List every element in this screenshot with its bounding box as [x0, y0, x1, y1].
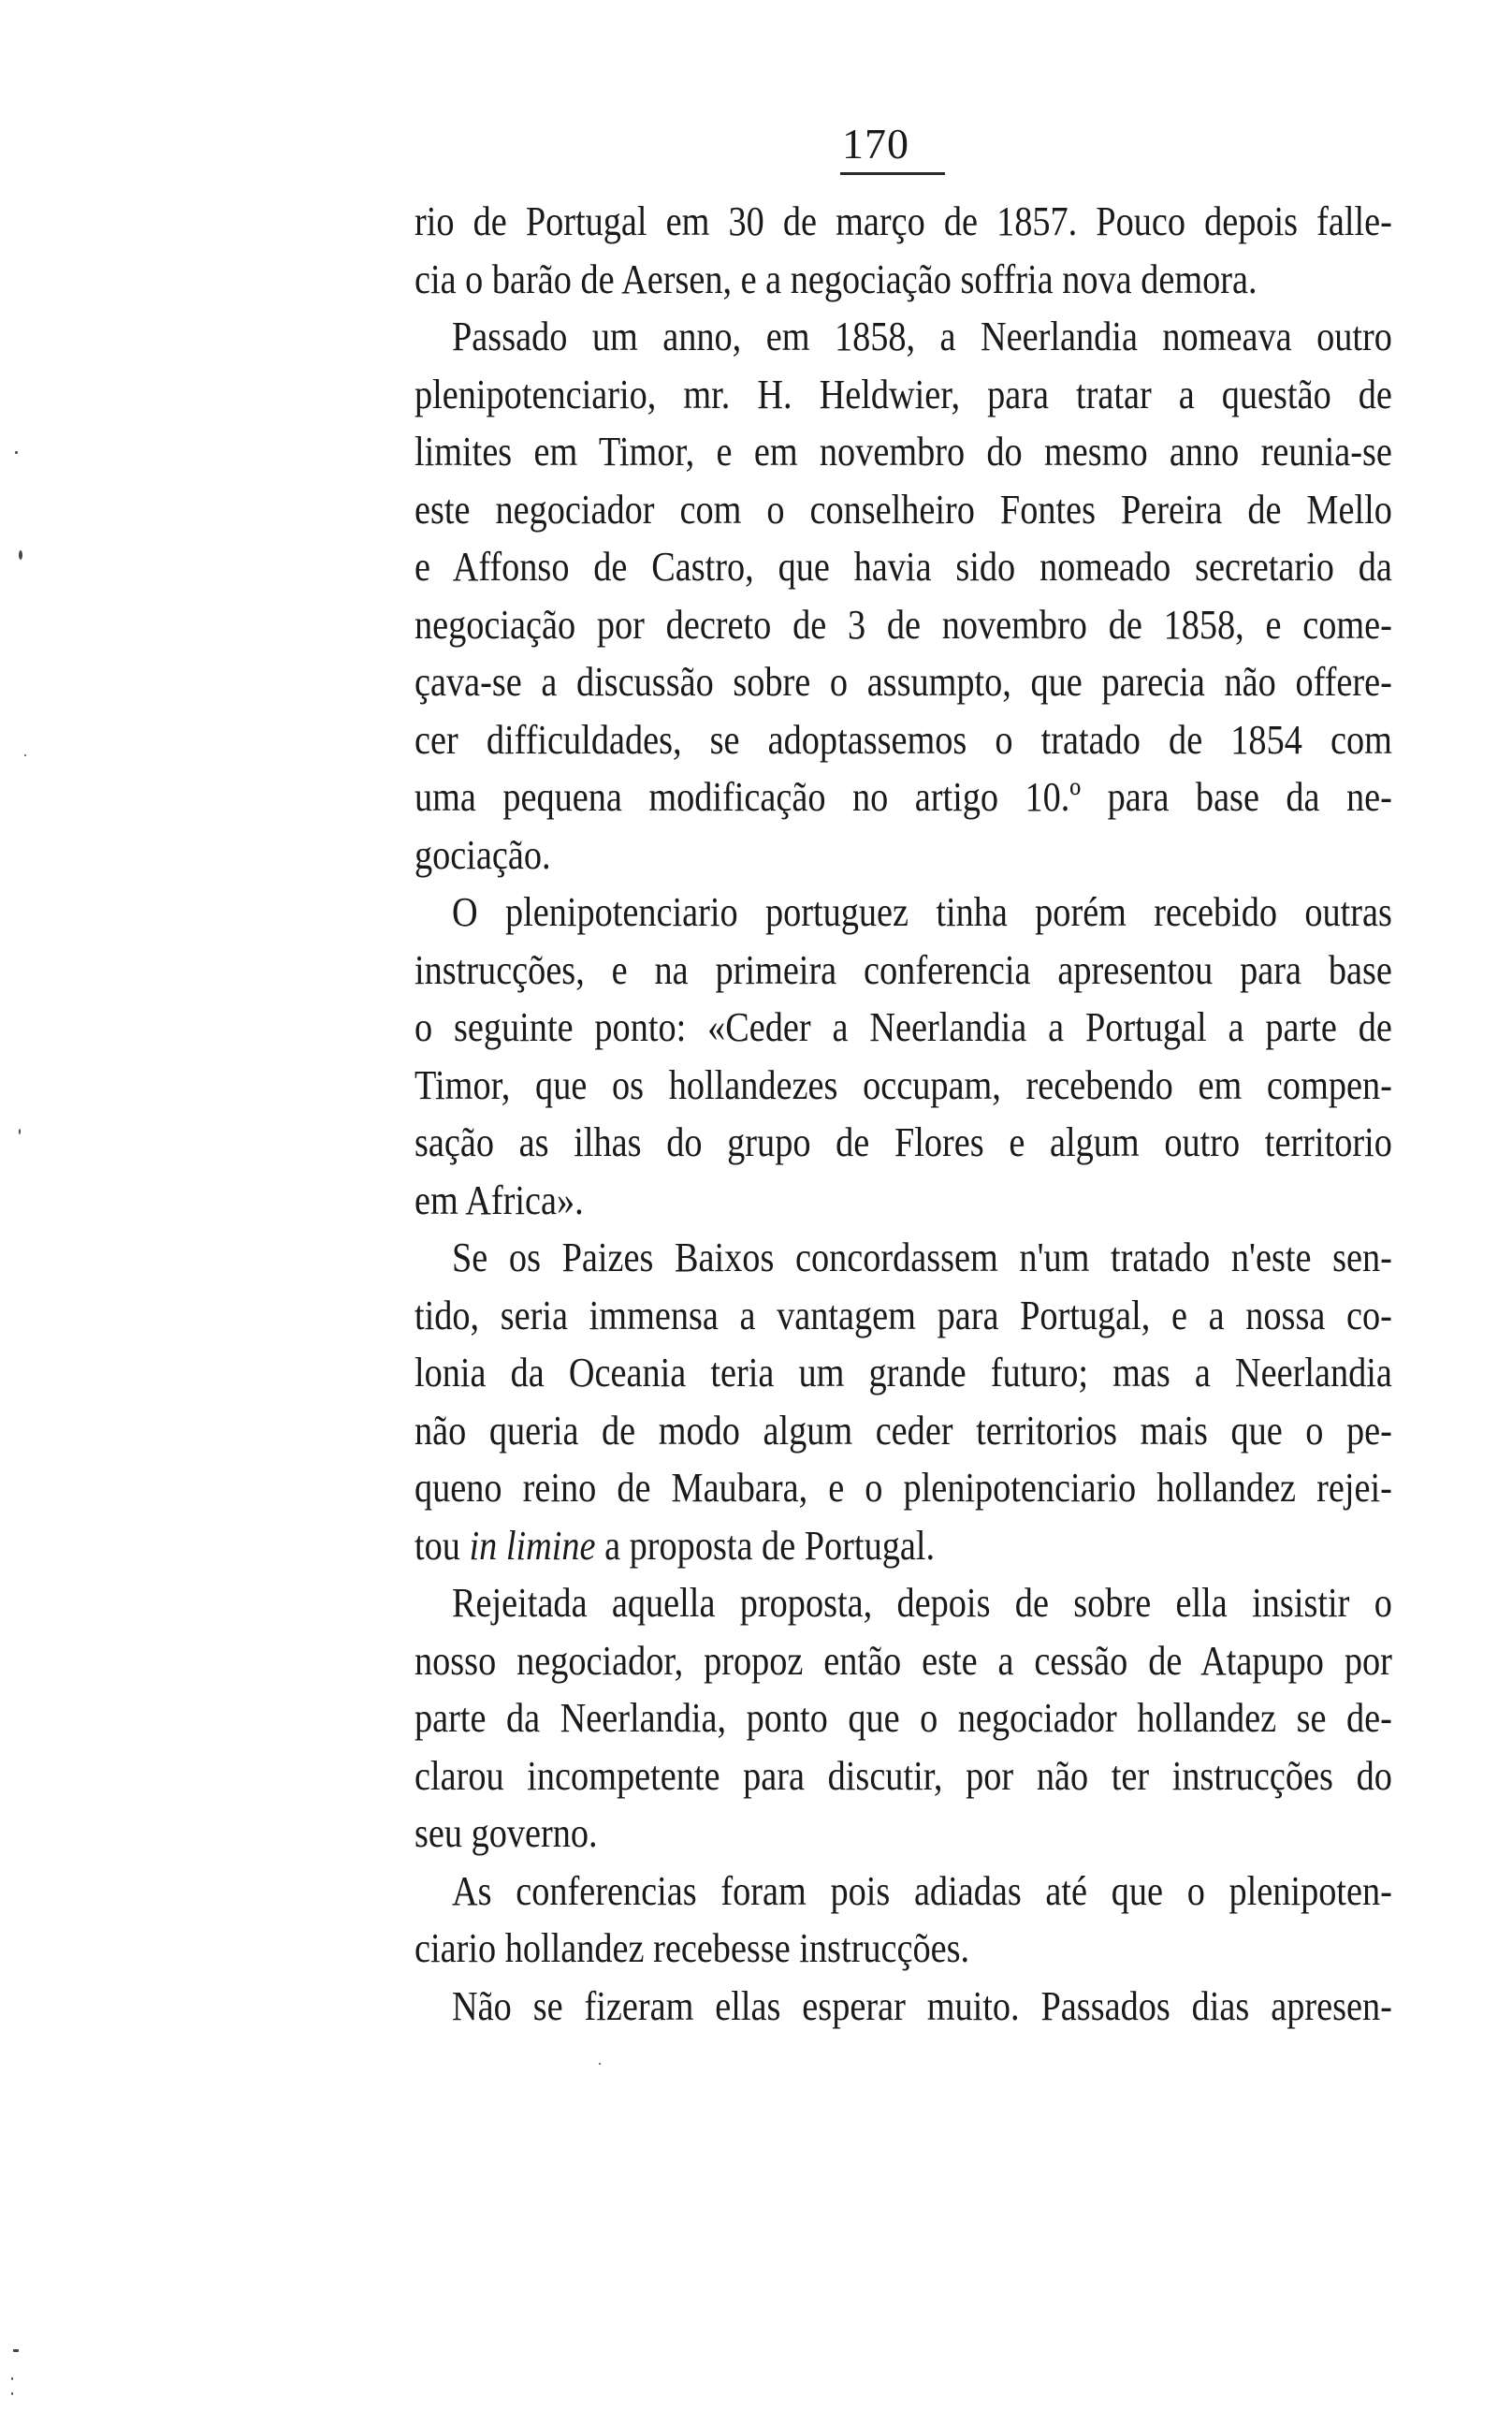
page-number: 170 [842, 120, 909, 168]
text-line: uma pequena modificação no artigo 10.º para base da ne- [414, 774, 1392, 820]
text-line: e Affonso de Castro, que havia sido nomeado secretario da [414, 544, 1392, 590]
paragraph-1 [414, 193, 1392, 308]
text-line [414, 1517, 1392, 1575]
text-line: plenipotenciario, mr. H. Heldwier, para tratar a questão de [414, 371, 1392, 417]
text-line: limites em Timor, e em novembro do mesmo anno reunia-se [414, 429, 1392, 475]
paragraph-5 [414, 1574, 1392, 1863]
text-line: instrucções, e na primeira conferencia apresentou para base [414, 946, 1392, 993]
scan-speck [19, 1129, 21, 1134]
scan-speck [19, 550, 22, 560]
text-line: tido, seria immensa a vantagem para Portugal, e a nossa co- [414, 1292, 1392, 1338]
text-line: Rejeitada aquella proposta, depois de sobre ella insistir o [452, 1580, 1392, 1626]
text-line: cer difficuldades, se adoptassemos o tratado de 1854 com [414, 716, 1392, 763]
text-line: queno reino de Maubara, e o plenipotenciario hollandez rejei- [414, 1465, 1392, 1511]
scan-speck [13, 2349, 19, 2352]
body-text [414, 193, 1392, 2035]
text-line: Não se fizeram ellas esperar muito. Passados dias apresen- [452, 1982, 1392, 2029]
text-line: Se os Paizes Baixos concordassem n'um tratado n'este sen- [452, 1235, 1392, 1280]
text-fragment: a proposta de Portugal. [595, 1522, 936, 1569]
paragraph-7 [414, 1978, 1392, 2036]
paragraph-6 [414, 1863, 1392, 1978]
text-line: parte da Neerlandia, ponto que o negociador hollandez se de- [414, 1695, 1392, 1741]
paragraph-4 [414, 1229, 1392, 1574]
text-line: rio de Portugal em 30 de março de 1857. Pouco depois falle- [414, 198, 1392, 244]
text-line: este negociador com o conselheiro Fontes Pereira de Mello [414, 486, 1392, 533]
text-line: çava-se a discussão sobre o assumpto, que parecia não offere- [414, 659, 1392, 705]
scan-speck [11, 2377, 13, 2380]
scan-speck [599, 2063, 601, 2065]
scan-speck [24, 754, 26, 756]
text-line: Passado um anno, em 1858, a Neerlandia nomeava outro [452, 314, 1392, 359]
text-line: não queria de modo algum ceder territorios mais que o pe- [414, 1407, 1392, 1454]
text-line: sação as ilhas do grupo de Flores e algum outro territorio [414, 1119, 1392, 1165]
italic-phrase: in limine [469, 1522, 596, 1569]
text-line: em Africa». [414, 1176, 584, 1223]
text-line: Timor, que os hollandezes occupam, recebendo em compen- [414, 1061, 1392, 1108]
paragraph-2 [414, 308, 1392, 884]
text-line: o seguinte ponto: «Ceder a Neerlandia a Portugal a parte de [414, 1004, 1392, 1050]
text-line: lonia da Oceania teria um grande futuro; mas a Neerlandia [414, 1350, 1392, 1395]
text-fragment: tou [414, 1522, 470, 1569]
text-line: seu governo. [414, 1810, 598, 1856]
text-line: gociação. [414, 831, 551, 878]
page-number-rule [840, 172, 945, 175]
text-line: clarou incompetente para discutir, por não ter instrucções do [414, 1752, 1392, 1799]
scan-speck [15, 451, 18, 454]
text-line: As conferencias foram pois adiadas até que o plenipoten- [452, 1867, 1392, 1914]
text-line: nosso negociador, propoz então este a cessão de Atapupo por [414, 1637, 1392, 1684]
text-line: negociação por decreto de 3 de novembro de 1858, e come- [414, 601, 1392, 648]
text-line: cia o barão de Aersen, e a negociação soffria nova demora. [414, 256, 1258, 302]
paragraph-3 [414, 884, 1392, 1229]
text-line: ciario hollandez recebesse instrucções. [414, 1925, 970, 1971]
scan-speck [11, 2392, 13, 2395]
text-line: O plenipotenciario portuguez tinha porém recebido outras [452, 889, 1392, 935]
